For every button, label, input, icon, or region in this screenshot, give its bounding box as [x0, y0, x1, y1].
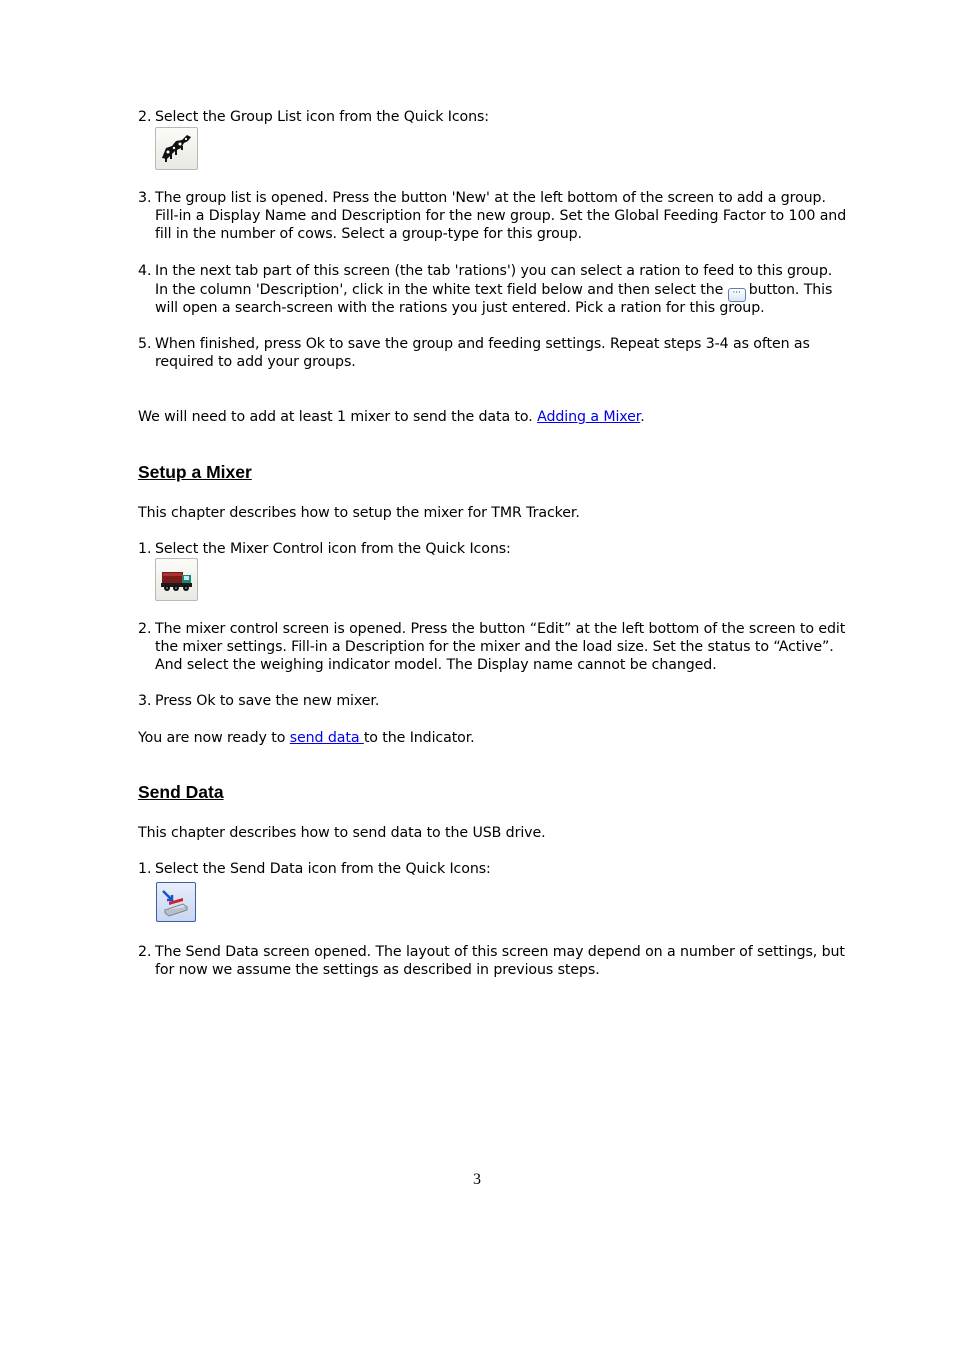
step-number: 1. [138, 861, 152, 877]
step-number: 5. [138, 336, 152, 352]
step-text: the mixer settings. Fill-in a Description for the mixer and the load size. Set the status to “Active”. [155, 639, 834, 655]
mixer-control-icon[interactable] [155, 558, 198, 601]
page-number: 3 [473, 1171, 481, 1188]
step-text: fill in the number of cows. Select a group-type for this group. [155, 226, 582, 242]
step-text: The group list is opened. Press the button 'New' at the left bottom of the screen to add a group. [155, 190, 826, 206]
paragraph [138, 729, 475, 747]
paragraph-text: . [640, 409, 645, 425]
section-heading-setup-mixer: Setup a Mixer [138, 462, 252, 482]
paragraph-text: We will need to add at least 1 mixer to send the data to. [138, 409, 533, 425]
step-text: When finished, press Ok to save the group and feeding settings. Repeat steps 3-4 as often as [155, 336, 810, 352]
step-text: Select the Send Data icon from the Quick Icons: [155, 861, 491, 877]
step-text: for now we assume the settings as described in previous steps. [155, 962, 600, 978]
step-text-part: In the column 'Description', click in the white text field below and then select the [155, 282, 724, 298]
step-number: 3. [138, 190, 152, 206]
step-text: And select the weighing indicator model. The Display name cannot be changed. [155, 657, 717, 673]
section-heading-send-data: Send Data [138, 782, 224, 802]
ellipsis-button-icon: ··· [728, 288, 746, 302]
step-text: required to add your groups. [155, 354, 356, 370]
send-data-link[interactable]: send data [289, 730, 364, 746]
group-list-icon[interactable] [155, 127, 198, 170]
send-data-icon[interactable] [156, 882, 196, 922]
step-text-part: button. This [748, 282, 833, 298]
step-number: 2. [138, 944, 152, 960]
step-text: Select the Group List icon from the Quick Icons: [155, 109, 489, 125]
section-intro: This chapter describes how to setup the mixer for TMR Tracker. [138, 505, 580, 521]
adding-a-mixer-link[interactable]: Adding a Mixer [537, 409, 641, 425]
step-text: Select the Mixer Control icon from the Quick Icons: [155, 541, 511, 557]
step-number: 1. [138, 541, 152, 557]
paragraph-text: to the Indicator. [363, 730, 475, 746]
step-number: 3. [138, 693, 152, 709]
paragraph [138, 408, 645, 426]
step-number: 4. [138, 263, 152, 279]
step-text: In the next tab part of this screen (the tab 'rations') you can select a ration to feed to this group. [155, 263, 833, 279]
step-text: The Send Data screen opened. The layout of this screen may depend on a number of settings, but [155, 944, 845, 960]
step-number: 2. [138, 109, 152, 125]
section-intro: This chapter describes how to send data to the USB drive. [138, 825, 546, 841]
paragraph-text: You are now ready to [138, 730, 286, 746]
step-text: Press Ok to save the new mixer. [155, 693, 380, 709]
step-text: will open a search-screen with the rations you just entered. Pick a ration for this group. [155, 300, 765, 316]
step-text: The mixer control screen is opened. Press the button “Edit” at the left bottom of the screen to edit [155, 621, 846, 637]
step-text: Fill-in a Display Name and Description for the new group. Set the Global Feeding Factor to 100 and [155, 208, 847, 224]
step-number: 2. [138, 621, 152, 637]
